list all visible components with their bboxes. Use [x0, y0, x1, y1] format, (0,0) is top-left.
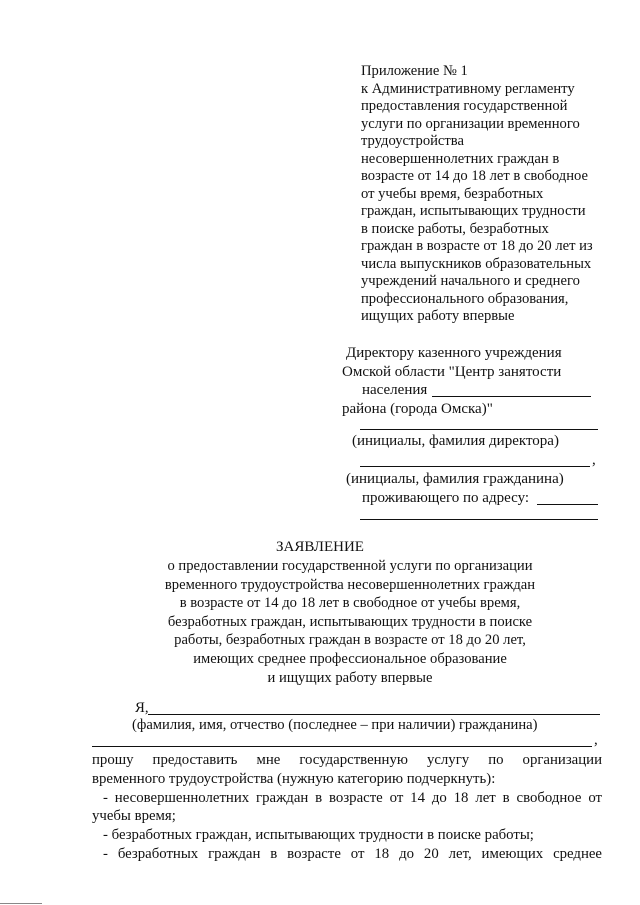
fio-field-line-2[interactable] [92, 746, 592, 747]
application-title: ЗАЯВЛЕНИЕ [276, 539, 364, 555]
subtitle-line: в возрасте от 14 до 18 лет в свободное от учебы время, [179, 595, 521, 612]
category-item-3[interactable]: - безработных граждан в возрасте от 18 до 20 лет, имеющих среднее [103, 846, 602, 862]
appendix-line: к Административному регламенту [361, 80, 575, 97]
subtitle-line: о предоставлении государственной услуги по организации [167, 558, 533, 574]
page-edge-mark [0, 903, 42, 904]
i-label: Я, [135, 700, 149, 716]
citizen-caption: (инициалы, фамилия гражданина) [346, 471, 564, 487]
address-field-line-2[interactable] [360, 519, 598, 520]
request-line-2: временного трудоустройства (нужную категорию подчеркнуть): [92, 771, 496, 787]
request-line-1: прошу предоставить мне государственную услугу по организации [92, 752, 602, 768]
addressee-line-4: района (города Омска)" [342, 401, 493, 417]
district-name-field[interactable] [432, 396, 591, 397]
appendix-line: ищущих работу впервые [361, 308, 515, 324]
citizen-name-field[interactable] [360, 466, 590, 467]
appendix-line: несовершеннолетних граждан в [361, 150, 560, 167]
address-field[interactable] [537, 504, 598, 505]
subtitle-line: имеющих среднее профессиональное образование [193, 650, 507, 667]
subtitle-line: работы, безработных граждан в возрасте от 18 до 20 лет, [174, 632, 526, 649]
appendix-line: числа выпускников образовательных [361, 255, 592, 272]
subtitle-line: безработных граждан, испытывающих трудности в поиске [167, 613, 533, 630]
addressee-line-1: Директору казенного учреждения [346, 345, 562, 361]
category-item-1[interactable]: - несовершеннолетних граждан в возрасте от 14 до 18 лет в свободное от [103, 790, 602, 806]
address-label: проживающего по адресу: [362, 490, 530, 506]
subtitle-line: временного трудоустройства несовершеннолетних граждан [164, 576, 536, 593]
appendix-line: граждан в возрасте от 18 до 20 лет из [361, 238, 593, 254]
director-caption: (инициалы, фамилия директора) [352, 433, 559, 449]
appendix-line: граждан, испытывающих трудности [361, 203, 586, 219]
fio-caption: (фамилия, имя, отчество (последнее – при наличии) гражданина) [132, 717, 538, 733]
comma: , [594, 732, 598, 748]
application-subtitle [100, 557, 600, 687]
category-item-1-cont: учебы время; [92, 808, 176, 824]
appendix-line: предоставления государственной [361, 98, 568, 114]
subtitle-line: и ищущих работу впервые [267, 669, 433, 686]
appendix-header [361, 63, 621, 326]
director-name-field[interactable] [360, 429, 598, 430]
addressee-line-2: Омской области "Центр занятости [342, 364, 562, 380]
appendix-line: профессионального образования, [361, 290, 569, 307]
appendix-line: услуги по организации временного [361, 115, 580, 132]
comma: , [592, 452, 596, 468]
fio-field[interactable] [148, 714, 600, 715]
appendix-line: возрасте от 14 до 18 лет в свободное [361, 168, 588, 184]
appendix-line: Приложение № 1 [361, 63, 468, 79]
addressee-line-3: населения [362, 382, 428, 398]
appendix-line: трудоустройства [361, 133, 464, 149]
appendix-line: учреждений начального и среднего [361, 273, 580, 289]
appendix-line: от учебы время, безработных [361, 185, 544, 202]
appendix-line: в поиске работы, безработных [361, 220, 549, 237]
category-item-2[interactable]: - безработных граждан, испытывающих трудности в поиске работы; [103, 827, 534, 843]
